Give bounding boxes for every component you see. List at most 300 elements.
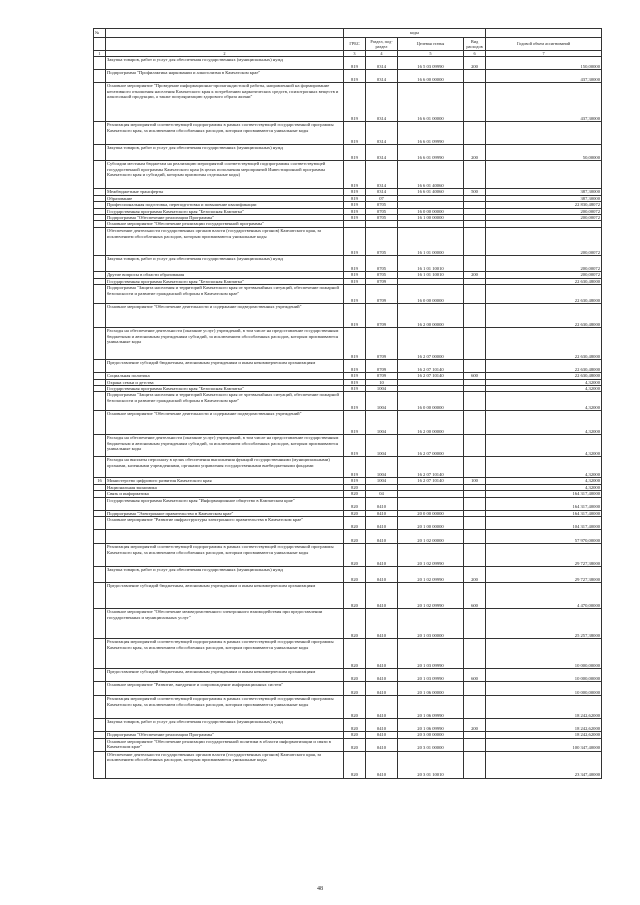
row-name: Закупка товаров, работ и услуг для обеспечения государственных (муниципальных) нужд	[106, 256, 344, 272]
row-grbs: 820	[344, 639, 366, 669]
row-razdel: 0410	[366, 696, 398, 719]
row-vr	[464, 682, 486, 696]
row-csr: 16 2 07 00000	[398, 328, 464, 360]
row-number	[94, 457, 106, 478]
row-grbs: 819	[344, 392, 366, 411]
row-grbs: 819	[344, 379, 366, 385]
row-name: Обеспечение деятельности государственных органов власти (государственных органов) Камчатского края, за исключением обособленных расходов, которым присваиваются уникальные коды	[106, 751, 344, 778]
row-grbs: 820	[344, 732, 366, 738]
row-csr: 16 1 01 10010	[398, 256, 464, 272]
table-row	[94, 544, 602, 567]
row-name: Подпрограмма "Защита населения и территорий Камчатского края от чрезвычайных ситуаций, обеспечение пожарной безопасности и развитие гражданской обороны в Камчатском крае"	[106, 285, 344, 304]
row-csr: 20 1 03 09990	[398, 669, 464, 682]
row-amount: 4,32000	[486, 484, 602, 490]
row-amount: 100 347,40000	[486, 738, 602, 751]
table-row	[94, 285, 602, 304]
row-grbs: 820	[344, 530, 366, 544]
row-amount: 29 727,38000	[486, 544, 602, 567]
row-amount	[486, 122, 602, 145]
row-name: Предоставление субсидий бюджетным, автономным учреждениям и иным некоммерческим организациям	[106, 669, 344, 682]
table-row	[94, 122, 602, 145]
row-grbs: 820	[344, 738, 366, 751]
row-csr: 16 2 07 00000	[398, 435, 464, 457]
row-razdel: 0410	[366, 682, 398, 696]
row-number	[94, 751, 106, 778]
row-number	[94, 567, 106, 583]
row-csr: 16 6 00 00000	[398, 70, 464, 83]
row-name: Основное мероприятие "Обеспечение реализации государственной политики в области информатизации и связи в Камчатском крае"	[106, 738, 344, 751]
row-csr: 16 0 00 00000	[398, 392, 464, 411]
row-amount: 200,00072	[486, 272, 602, 278]
row-vr	[464, 304, 486, 328]
row-vr	[464, 83, 486, 122]
header-row-codes	[94, 29, 602, 38]
row-csr: 16 2 07 10140	[398, 360, 464, 373]
row-grbs: 819	[344, 256, 366, 272]
row-name: Закупка товаров, работ и услуг для обеспечения государственных (муниципальных) нужд	[106, 719, 344, 732]
row-vr: 600	[464, 669, 486, 682]
table-row	[94, 411, 602, 435]
row-number	[94, 145, 106, 161]
row-razdel	[366, 221, 398, 228]
row-amount: 4,32000	[486, 411, 602, 435]
row-name: Другие вопросы в области образования	[106, 272, 344, 278]
header-col-csr: Целевая статья	[398, 38, 464, 51]
row-number	[94, 328, 106, 360]
row-amount: 50,00000	[486, 145, 602, 161]
row-grbs: 819	[344, 457, 366, 478]
row-razdel: 0709	[366, 328, 398, 360]
row-name: Основное мероприятие "Проведение информационно-пропагандистской работы, направленной на формирование негативного отношения населения Камчатского края к потреблению наркотических средств, психотропных веществ и алкогольной продукции, а также популяризацию здорового образа жизни"	[106, 83, 344, 122]
row-csr: 20 1 06 00000	[398, 682, 464, 696]
row-grbs: 819	[344, 70, 366, 83]
row-razdel: 0410	[366, 719, 398, 732]
row-number	[94, 411, 106, 435]
table-row	[94, 57, 602, 70]
row-amount: 22 630,48000	[486, 328, 602, 360]
row-name: Закупка товаров, работ и услуг для обеспечения государственных (муниципальных) нужд	[106, 57, 344, 70]
row-grbs: 819	[344, 411, 366, 435]
header-col-grbs: ГРБС	[344, 38, 366, 51]
row-csr: 20 3 00 00000	[398, 732, 464, 738]
row-vr	[464, 221, 486, 228]
row-razdel: 1004	[366, 435, 398, 457]
row-razdel: 10	[366, 379, 398, 385]
row-amount: 437,30000	[486, 70, 602, 83]
row-name: Реализация мероприятий соответствующей подпрограммы в рамках соответствующей государственной программы Камчатского края, за исключением обособленных расходов, которым присваиваются уникальные коды	[106, 639, 344, 669]
row-vr	[464, 256, 486, 272]
row-number	[94, 544, 106, 567]
row-razdel: 0410	[366, 669, 398, 682]
row-name: Межбюджетные трансферты	[106, 189, 344, 195]
row-number	[94, 497, 106, 510]
row-grbs: 819	[344, 360, 366, 373]
row-grbs: 820	[344, 609, 366, 639]
row-amount: 22 630,48000	[486, 285, 602, 304]
row-grbs: 820	[344, 491, 366, 497]
row-number	[94, 57, 106, 70]
row-name: Реализация мероприятий соответствующей подпрограммы в рамках соответствующей государственной программы Камчатского края, за исключением обособленных расходов, которым присваиваются уникальные коды	[106, 544, 344, 567]
header-num-4: 4	[366, 51, 398, 57]
row-name	[106, 530, 344, 544]
row-csr: 16 0 00 00000	[398, 208, 464, 214]
row-name: Основное мероприятие "Обеспечение реализации государственной программы"	[106, 221, 344, 228]
row-razdel: 0410	[366, 609, 398, 639]
row-csr: 20 1 02 00000	[398, 530, 464, 544]
row-csr: 20 1 02 09990	[398, 567, 464, 583]
row-name: Реализация мероприятий соответствующей подпрограммы в рамках соответствующей государственной программы Камчатского края, за исключением обособленных расходов, которым присваиваются уникальные коды	[106, 696, 344, 719]
row-grbs: 819	[344, 202, 366, 208]
row-name: Министерство цифрового развития Камчатского края	[106, 478, 344, 484]
row-grbs	[344, 221, 366, 228]
table-row	[94, 304, 602, 328]
row-grbs: 819	[344, 57, 366, 70]
row-name: Основное мероприятие "Развитие инфраструктуры электронного правительства в Камчатском крае"	[106, 517, 344, 530]
row-razdel: 0410	[366, 517, 398, 530]
row-vr	[464, 497, 486, 510]
row-razdel: 07	[366, 195, 398, 201]
row-name: Реализация мероприятий соответствующей подпрограммы в рамках соответствующей государственной программы Камчатского края, за исключением обособленных расходов, которым присваиваются уникальные коды	[106, 122, 344, 145]
row-grbs: 819	[344, 83, 366, 122]
row-vr	[464, 285, 486, 304]
row-razdel: 0410	[366, 738, 398, 751]
header-codes-group: коды	[344, 29, 486, 38]
row-name: Охрана семьи и детства	[106, 379, 344, 385]
row-csr	[398, 221, 464, 228]
table-row	[94, 392, 602, 411]
table-row	[94, 457, 602, 478]
row-razdel: 0709	[366, 373, 398, 379]
table-row	[94, 161, 602, 189]
table-row	[94, 719, 602, 732]
row-grbs: 819	[344, 272, 366, 278]
row-csr: 20 1 02 09990	[398, 544, 464, 567]
row-amount: 22 630,48000	[486, 304, 602, 328]
row-grbs: 820	[344, 544, 366, 567]
row-number	[94, 583, 106, 609]
table-row	[94, 435, 602, 457]
row-grbs: 819	[344, 285, 366, 304]
budget-table-body	[94, 29, 602, 779]
row-csr: 16 1 00 00000	[398, 215, 464, 221]
row-name: Расходы на обеспечение деятельности (оказание услуг) учреждений, в том числе на предоставление государственным бюджетным и автономным учреждениям субсидий, за исключением обособленных расходов, которым присваиваются уникальные коды	[106, 328, 344, 360]
row-razdel: 0314	[366, 161, 398, 189]
row-name: Подпрограмма "Электронное правительство в Камчатском крае"	[106, 510, 344, 516]
row-amount: 18 242,62000	[486, 719, 602, 732]
row-name: Основное мероприятие "Обеспечение деятельности и содержание подведомственных учреждений"	[106, 304, 344, 328]
header-col-vr: Вид расходов	[464, 38, 486, 51]
row-number	[94, 285, 106, 304]
row-grbs: 819	[344, 435, 366, 457]
row-grbs: 819	[344, 161, 366, 189]
row-number	[94, 609, 106, 639]
row-amount: 164 317,40000	[486, 497, 602, 510]
row-grbs: 819	[344, 215, 366, 221]
row-name: Связь и информатика	[106, 491, 344, 497]
row-name: Предоставление субсидий бюджетным, автономным учреждениям и иным некоммерческим организациям	[106, 583, 344, 609]
row-amount: 18 242,62000	[486, 696, 602, 719]
row-name: Расходы на выплаты персоналу в целях обеспечения выполнения функций государственными (муниципальными) органами, казенными учреждениями, органами управления государственными внебюджетными фондами	[106, 457, 344, 478]
row-razdel: 0410	[366, 732, 398, 738]
row-name: Обеспечение деятельности государственных органов власти (государственных органов) Камчатского края, за исключением обособленных расходов, которым присваиваются уникальные коды	[106, 228, 344, 256]
row-csr: 16 2 07 10140	[398, 478, 464, 484]
table-row	[94, 497, 602, 510]
row-vr	[464, 639, 486, 669]
row-vr	[464, 392, 486, 411]
header-num-6: 6	[464, 51, 486, 57]
row-number	[94, 639, 106, 669]
row-razdel: 0410	[366, 497, 398, 510]
row-name: Подпрограмма "Профилактика наркомании и алкоголизма в Камчатском крае"	[106, 70, 344, 83]
row-razdel: 0410	[366, 567, 398, 583]
row-vr	[464, 530, 486, 544]
row-razdel: 0705	[366, 208, 398, 214]
row-vr: 600	[464, 373, 486, 379]
row-csr: 16 6 01 00000	[398, 83, 464, 122]
row-amount: 4,32000	[486, 379, 602, 385]
table-row	[94, 145, 602, 161]
row-amount: 150,00000	[486, 57, 602, 70]
row-name: Закупка товаров, работ и услуг для обеспечения государственных (муниципальных) нужд	[106, 567, 344, 583]
row-csr: 16 2 07 10140	[398, 457, 464, 478]
row-razdel: 1004	[366, 457, 398, 478]
row-razdel: 0314	[366, 145, 398, 161]
row-number	[94, 696, 106, 719]
header-num-2: 2	[106, 51, 344, 57]
row-grbs: 820	[344, 751, 366, 778]
row-amount: 437,30000	[486, 83, 602, 122]
row-amount: 387,30000	[486, 189, 602, 195]
header-col-name	[106, 38, 344, 51]
row-number	[94, 435, 106, 457]
row-name: Основное мероприятие "Развитие, внедрение и сопровождение информационных систем"	[106, 682, 344, 696]
row-grbs: 820	[344, 510, 366, 516]
row-amount	[486, 221, 602, 228]
budget-table-sheet	[93, 28, 601, 880]
row-name: Основное мероприятие "Обеспечение деятельности и содержание подведомственных учреждений"	[106, 411, 344, 435]
table-row	[94, 696, 602, 719]
row-name: Субсидии местным бюджетам на реализацию мероприятий соответствующей подпрограммы соответствующей государственной программы Камчатского края (в целях исполнения мероприятий Инвестиционной программы Камчатского края и субсидий, которым присвоены отдельные коды)	[106, 161, 344, 189]
row-name: Государственная программа Камчатского края "Безопасная Камчатка"	[106, 208, 344, 214]
row-razdel: 0410	[366, 530, 398, 544]
row-csr: 20 1 06 09990	[398, 696, 464, 719]
row-csr: 20 0 00 00000	[398, 510, 464, 516]
row-vr: 500	[464, 189, 486, 195]
row-vr	[464, 161, 486, 189]
header-num-7: 7	[486, 51, 602, 57]
row-grbs: 819	[344, 278, 366, 284]
row-csr: 16 6 01 09990	[398, 145, 464, 161]
row-name: Основное мероприятие "Обеспечение межведомственного электронного взаимодействия при предоставлении государственных и муниципальных услуг"	[106, 609, 344, 639]
table-row	[94, 70, 602, 83]
row-grbs: 819	[344, 228, 366, 256]
row-name: Государственная программа Камчатского края "Безопасная Камчатка"	[106, 278, 344, 284]
budget-table	[93, 28, 602, 779]
row-number	[94, 682, 106, 696]
table-row	[94, 360, 602, 373]
row-csr: 20 1 00 00000	[398, 517, 464, 530]
row-csr: 16 1 01 10010	[398, 272, 464, 278]
row-razdel: 0314	[366, 70, 398, 83]
row-name: Образование	[106, 195, 344, 201]
table-row	[94, 669, 602, 682]
row-csr	[398, 497, 464, 510]
row-razdel: 0705	[366, 215, 398, 221]
row-razdel: 0705	[366, 272, 398, 278]
row-razdel: 0705	[366, 256, 398, 272]
table-row	[94, 639, 602, 669]
row-amount: 4 470,00000	[486, 583, 602, 609]
row-amount: 57 970,00000	[486, 530, 602, 544]
row-name: Закупка товаров, работ и услуг для обеспечения государственных (муниципальных) нужд	[106, 145, 344, 161]
row-name: Подпрограмма "Обеспечение реализации Программы"	[106, 215, 344, 221]
row-vr	[464, 228, 486, 256]
row-number	[94, 738, 106, 751]
row-amount: 10 000,00000	[486, 682, 602, 696]
table-row	[94, 583, 602, 609]
row-number	[94, 719, 106, 732]
row-vr	[464, 517, 486, 530]
row-amount: 4,32000	[486, 392, 602, 411]
header-num-1: 1	[94, 51, 106, 57]
row-grbs: 819	[344, 208, 366, 214]
page-number: 48	[317, 886, 323, 892]
row-name: Профессиональная подготовка, переподготовка и повышение квалификации	[106, 202, 344, 208]
row-razdel: 0410	[366, 544, 398, 567]
row-vr	[464, 751, 486, 778]
row-razdel: 0709	[366, 304, 398, 328]
row-vr: 600	[464, 583, 486, 609]
row-number	[94, 517, 106, 530]
row-number: 16	[94, 478, 106, 484]
row-csr: 20 1 03 09990	[398, 639, 464, 669]
table-row	[94, 738, 602, 751]
table-row	[94, 221, 602, 228]
table-row	[94, 530, 602, 544]
row-amount: 200,00072	[486, 208, 602, 214]
row-razdel: 1004	[366, 411, 398, 435]
row-amount: 22 830,48072	[486, 202, 602, 208]
row-grbs: 819	[344, 122, 366, 145]
row-vr	[464, 544, 486, 567]
row-name: Расходы на обеспечение деятельности (оказание услуг) учреждений, в том числе на предоставление государственным бюджетным и автономным учреждениям субсидий, за исключением обособленных расходов, которым присваиваются уникальные коды	[106, 435, 344, 457]
row-grbs: 819	[344, 189, 366, 195]
row-grbs: 819	[344, 328, 366, 360]
row-amount: 4,32000	[486, 386, 602, 392]
row-name: Подпрограмма "Защита населения и территорий Камчатского края от чрезвычайных ситуаций, обеспечение пожарной безопасности и развитие гражданской обороны в Камчатском крае"	[106, 392, 344, 411]
row-number	[94, 669, 106, 682]
row-csr: 20 1 03 00000	[398, 609, 464, 639]
table-row	[94, 328, 602, 360]
row-razdel: 0410	[366, 639, 398, 669]
row-razdel: 0709	[366, 360, 398, 373]
row-name: Подпрограмма "Обеспечение реализации Программы"	[106, 732, 344, 738]
row-razdel: 0314	[366, 189, 398, 195]
row-vr: 100	[464, 478, 486, 484]
header-num-5: 5	[398, 51, 464, 57]
row-vr	[464, 435, 486, 457]
row-amount: 104 317,40000	[486, 517, 602, 530]
header-corner: №	[94, 29, 106, 38]
header-num-3: 3	[344, 51, 366, 57]
row-grbs: 819	[344, 304, 366, 328]
row-amount: 22 630,48000	[486, 278, 602, 284]
row-csr: 16 6 01 09990	[398, 122, 464, 145]
row-vr	[464, 738, 486, 751]
row-number	[94, 122, 106, 145]
row-amount: 10 000,00000	[486, 639, 602, 669]
row-number	[94, 228, 106, 256]
row-name: Национальная экономика	[106, 484, 344, 490]
row-number	[94, 256, 106, 272]
row-csr: 20 3 01 00000	[398, 738, 464, 751]
row-grbs: 819	[344, 145, 366, 161]
row-number	[94, 70, 106, 83]
row-name: Социальная политика	[106, 373, 344, 379]
table-row	[94, 682, 602, 696]
header-col-razdel: Раздел, под-раздел	[366, 38, 398, 51]
row-csr: 16 2 00 00000	[398, 304, 464, 328]
row-number	[94, 83, 106, 122]
row-amount: 4,32000	[486, 457, 602, 478]
row-name: Государственная программа Камчатского края "Информационное общество в Камчатском крае"	[106, 497, 344, 510]
table-row	[94, 567, 602, 583]
table-row	[94, 228, 602, 256]
table-row	[94, 83, 602, 122]
row-amount: 23 347,40000	[486, 751, 602, 778]
row-razdel: 0709	[366, 278, 398, 284]
row-csr: 20 3 01 10010	[398, 751, 464, 778]
row-amount: 200,00072	[486, 256, 602, 272]
row-grbs: 820	[344, 719, 366, 732]
header-row-columns	[94, 38, 602, 51]
row-amount: 29 727,38000	[486, 567, 602, 583]
row-amount: 18 242,62000	[486, 732, 602, 738]
row-grbs: 819	[344, 478, 366, 484]
row-number	[94, 221, 106, 228]
row-grbs: 820	[344, 517, 366, 530]
row-name: Государственная программа Камчатского края "Безопасная Камчатка"	[106, 386, 344, 392]
table-row	[94, 609, 602, 639]
row-amount: 200,00072	[486, 215, 602, 221]
row-csr: 16 1 01 00000	[398, 228, 464, 256]
row-vr	[464, 70, 486, 83]
row-vr	[464, 457, 486, 478]
row-razdel: 1004	[366, 392, 398, 411]
row-vr	[464, 696, 486, 719]
row-vr	[464, 609, 486, 639]
row-vr: 200	[464, 567, 486, 583]
row-amount: 22 630,48000	[486, 373, 602, 379]
row-vr	[464, 360, 486, 373]
row-number	[94, 392, 106, 411]
row-grbs: 820	[344, 682, 366, 696]
row-grbs: 820	[344, 567, 366, 583]
row-grbs: 819	[344, 195, 366, 201]
row-number	[94, 304, 106, 328]
row-amount: 4,32000	[486, 478, 602, 484]
row-razdel: 1004	[366, 386, 398, 392]
row-csr: 16 2 07 10140	[398, 373, 464, 379]
row-amount: 164 317,40000	[486, 491, 602, 497]
row-vr	[464, 122, 486, 145]
row-razdel: 0709	[366, 285, 398, 304]
row-razdel: 0410	[366, 583, 398, 609]
table-row	[94, 751, 602, 778]
row-csr: 16 6 01 40060	[398, 189, 464, 195]
row-number	[94, 360, 106, 373]
row-number	[94, 161, 106, 189]
